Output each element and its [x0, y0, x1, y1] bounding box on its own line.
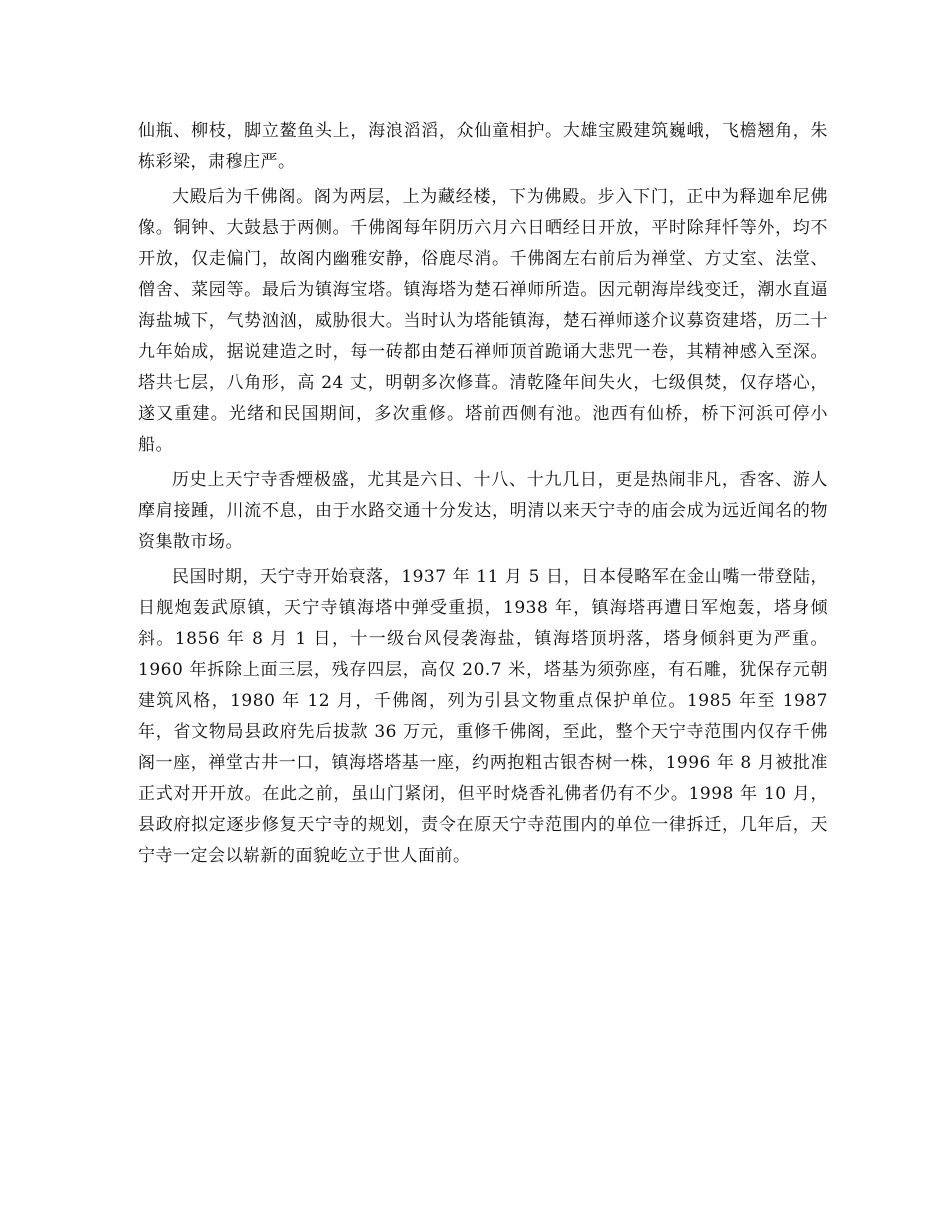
paragraph-1: 仙瓶、柳枝，脚立鳌鱼头上，海浪滔滔，众仙童相护。大雄宝殿建筑巍峨，飞檐翘角，朱栋彩梁，肃穆庄严。 — [138, 121, 828, 172]
paragraph-4: 民国时期，天宁寺开始衰落，1937 年 11 月 5 日，日本侵略军在金山嘴一带登陆，日舰炮轰武原镇，天宁寺镇海塔中弹受重损，1938 年，镇海塔再遭日军炮轰，塔身倾斜。1856 年 8 月 1 日，十一级台风侵袭海盐，镇海塔顶坍落，塔身倾斜更为严重。1960 年拆除上面三层，残存四层，高仅 20.7 米，塔基为须弥座，有石雕，犹保存元朝建筑风格，1980 年 12 月，千佛阁，列为引县文物重点保护单位。1985 年至 1987 年，省文物局县政府先后拔款 36 万元，重修千佛阁，至此，整个天宁寺范围内仅存千佛阁一座，禅堂古井一口，镇海塔塔基一座，约两抱粗古银杏树一株，1996 年 8 月被批准正式对开开放。在此之前，虽山门紧闭，但平时烧香礼佛者仍有不少。1998 年 10 月，县政府拟定逐步修复天宁寺的规划，责令在原天宁寺范围内的单位一律拆迁，几年后，天宁寺一定会以崭新的面貌屹立于世人面前。 — [138, 567, 828, 866]
paragraph-2: 大殿后为千佛阁。阁为两层，上为藏经楼，下为佛殿。步入下门，正中为释迦牟尼佛像。铜钟、大鼓悬于两侧。千佛阁每年阴历六月六日晒经日开放，平时除拜忏等外，均不开放，仅走偏门，故阁内幽雅安静，俗鹿尽消。千佛阁左右前后为禅堂、方丈室、法堂、僧舍、菜园等。最后为镇海宝塔。镇海塔为楚石禅师所造。因元朝海岸线变迁，潮水直逼海盐城下，气势汹汹，威胁很大。当时认为塔能镇海，楚石禅师遂介议募资建塔，历二十九年始成，据说建造之时，每一砖都由楚石禅师顶首跪诵大悲咒一卷，其精神感入至深。塔共七层，八角形，高 24 丈，明朝多次修葺。清乾隆年间失火，七级俱焚，仅存塔心，遂又重建。光绪和民国期间，多次重修。塔前西侧有池。池西有仙桥，桥下河浜可停小船。 — [138, 187, 828, 455]
paragraph-3: 历史上天宁寺香煙极盛，尤其是六日、十八、十九几日，更是热闹非凡，香客、游人摩肩接踵，川流不息，由于水路交通十分发达，明清以来天宁寺的庙会成为远近闻名的物资集散市场。 — [138, 470, 828, 552]
document-page — [138, 116, 828, 876]
